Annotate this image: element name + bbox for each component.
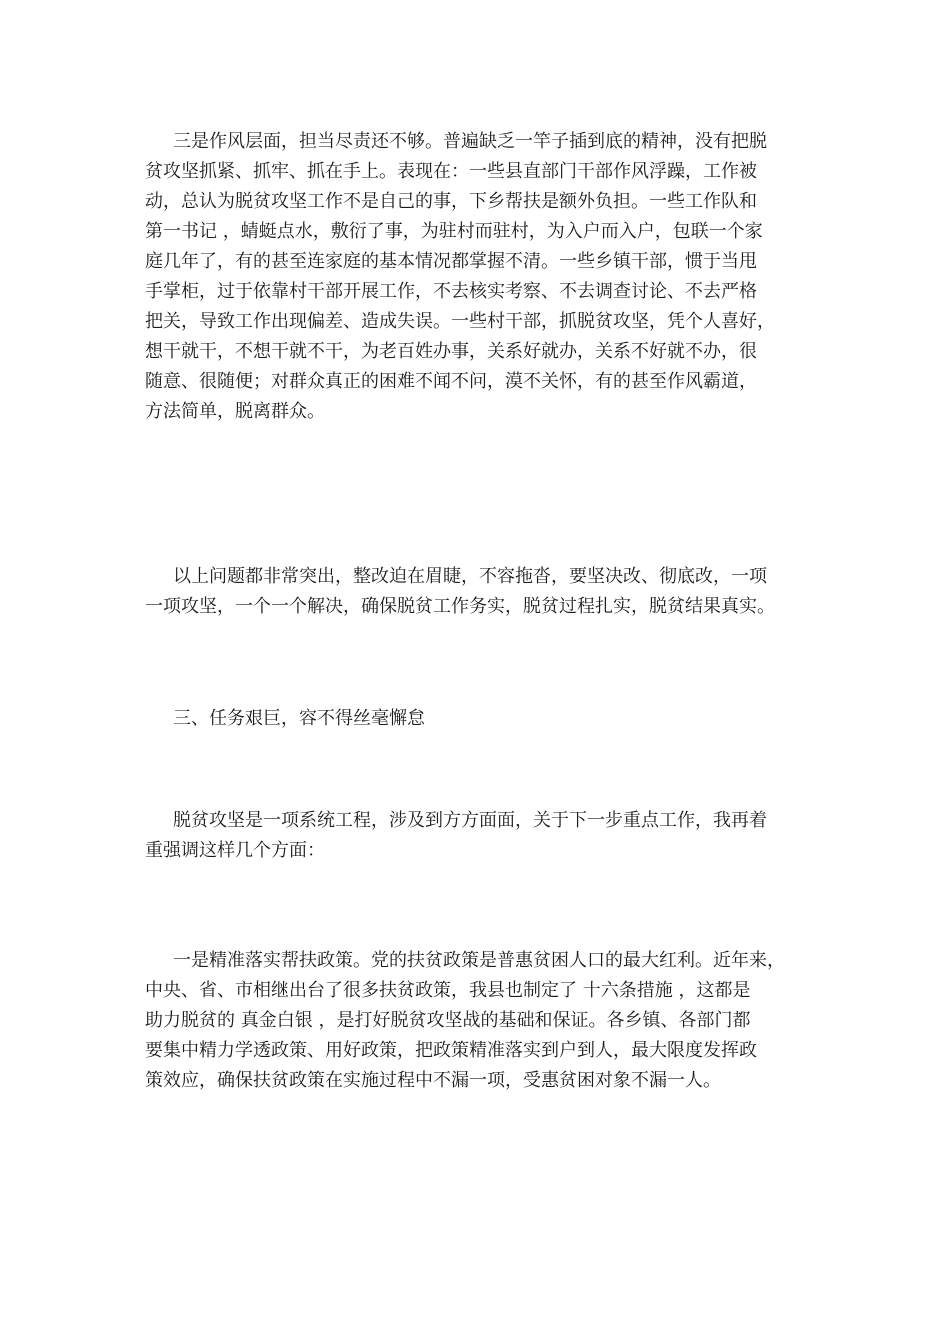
text-line: 助力脱贫的 真金白银 ，是打好脱贫攻坚战的基础和保证。各乡镇、各部门都: [145, 1010, 751, 1031]
text-line: 庭几年了，有的甚至连家庭的基本情况都掌握不清。一些乡镇干部，惯于当甩: [145, 251, 757, 272]
text-line: 把关，导致工作出现偏差、造成失误。一些村干部，抓脱贫攻坚，凭个人喜好，: [145, 311, 775, 332]
text-line: 方法简单，脱离群众。: [145, 401, 325, 422]
paragraph-work-style: [145, 127, 835, 427]
paragraph-rectification: [145, 562, 835, 622]
text-line: 想干就干，不想干就不干，为老百姓办事，关系好就办，关系不好就不办，很: [145, 341, 757, 362]
text-line: 中央、省、市相继出台了很多扶贫政策，我县也制定了 十六条措施 ，这都是: [145, 980, 751, 1001]
paragraph-key-work: [145, 806, 835, 866]
text-line: 一项攻坚，一个一个解决，确保脱贫工作务实，脱贫过程扎实，脱贫结果真实。: [145, 596, 775, 617]
text-line: 重强调这样几个方面：: [145, 840, 325, 861]
text-line: 要集中精力学透政策、用好政策，把政策精准落实到户到人，最大限度发挥政: [145, 1040, 757, 1061]
text-line: 第一书记 ，蜻蜓点水，敷衍了事，为驻村而驻村，为入户而入户，包联一个家: [145, 221, 763, 242]
text-line: 一是精准落实帮扶政策。党的扶贫政策是普惠贫困人口的最大红利。近年来，: [173, 950, 785, 971]
text-line: 策效应，确保扶贫政策在实施过程中不漏一项，受惠贫困对象不漏一人。: [145, 1070, 721, 1091]
text-line: 随意、很随便；对群众真正的困难不闻不问，漠不关怀，有的甚至作风霸道，: [145, 371, 757, 392]
text-line: 贫攻坚抓紧、抓牢、抓在手上。表现在：一些县直部门干部作风浮躁，工作被: [145, 161, 757, 182]
text-line: 手掌柜，过于依靠村干部开展工作，不去核实考察、不去调查讨论、不去严格: [145, 281, 757, 302]
paragraph-policy: [145, 946, 835, 1096]
text-line: 脱贫攻坚是一项系统工程，涉及到方方面面，关于下一步重点工作，我再着: [173, 810, 767, 831]
section-heading: [145, 704, 835, 734]
text-line: 三是作风层面，担当尽责还不够。普遍缺乏一竿子插到底的精神，没有把脱: [173, 131, 767, 152]
section-heading-text: 三、任务艰巨，容不得丝毫懈怠: [173, 708, 425, 729]
text-line: 以上问题都非常突出，整改迫在眉睫，不容拖沓，要坚决改、彻底改，一项: [173, 566, 767, 587]
text-line: 动，总认为脱贫攻坚工作不是自己的事，下乡帮扶是额外负担。一些工作队和: [145, 191, 757, 212]
